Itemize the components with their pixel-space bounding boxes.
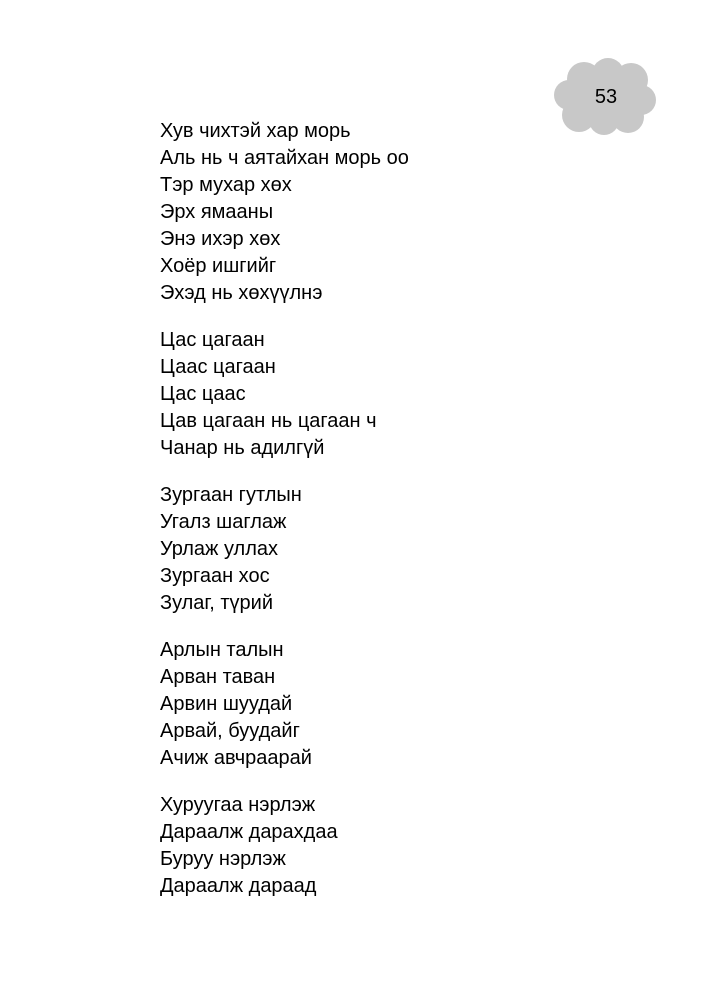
poem-line: Арван таван	[160, 666, 276, 688]
poem-line: Зургаан хос	[160, 565, 270, 587]
poem-line: Чанар нь адилгүй	[160, 437, 325, 459]
poem-line: Энэ ихэр хөх	[160, 228, 281, 250]
poem-line: Буруу нэрлэж	[160, 848, 286, 870]
poem-line: Хоёр ишгийг	[160, 255, 277, 277]
stanza-5	[160, 792, 660, 900]
poem-line: Эрх ямааны	[160, 201, 274, 223]
poem-text	[160, 118, 660, 920]
poem-line: Цав цагаан нь цагаан ч	[160, 410, 377, 432]
stanza-3	[160, 482, 660, 617]
poem-line: Дараалж дараад	[160, 875, 317, 897]
poem-line: Хуруугаа нэрлэж	[160, 794, 316, 816]
stanza-4	[160, 637, 660, 772]
poem-line: Зулаг, түрий	[160, 592, 274, 614]
poem-line: Урлаж уллах	[160, 538, 278, 560]
poem-line: Цас цаас	[160, 383, 246, 405]
poem-line: Дараалж дарахдаа	[160, 821, 338, 843]
page-number: 53	[594, 86, 618, 108]
poem-line: Арвай, буудайг	[160, 720, 300, 742]
poem-line: Цас цагаан	[160, 329, 265, 351]
poem-line: Зургаан гутлын	[160, 484, 302, 506]
stanza-2	[160, 327, 660, 462]
poem-line: Угалз шаглаж	[160, 511, 287, 533]
poem-line: Цаас цагаан	[160, 356, 276, 378]
poem-line: Ачиж авчраарай	[160, 747, 312, 769]
poem-line: Хув чихтэй хар морь	[160, 120, 351, 142]
poem-line: Тэр мухар хөх	[160, 174, 292, 196]
poem-line: Аль нь ч аятайхан морь оо	[160, 147, 409, 169]
poem-line: Арлын талын	[160, 639, 284, 661]
stanza-1	[160, 118, 660, 307]
poem-line: Эхэд нь хөхүүлнэ	[160, 282, 323, 304]
poem-line: Арвин шуудай	[160, 693, 293, 715]
